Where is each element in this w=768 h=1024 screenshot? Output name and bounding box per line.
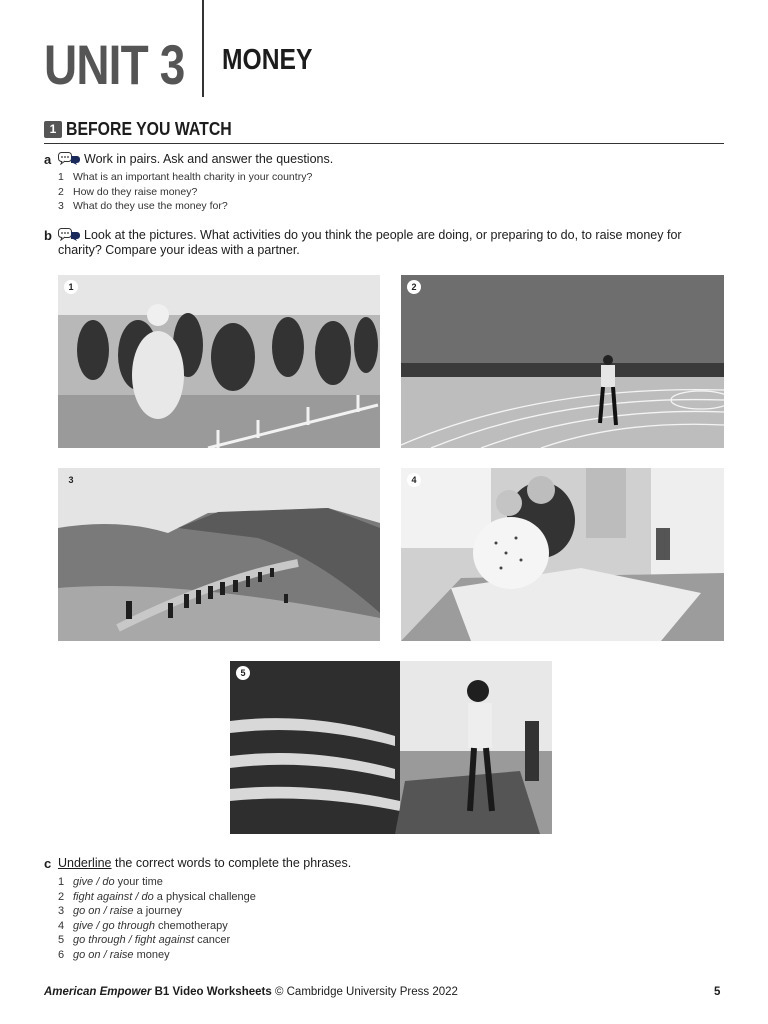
task-b-letter: b: [44, 228, 52, 243]
section-number: 1: [44, 121, 62, 138]
section-title: BEFORE YOU WATCH: [66, 119, 232, 139]
task-b-instruction: Look at the pictures. What activities do you think the people are doing, or preparing to do, to raise money for charity? Compare your ideas with a partner.: [58, 228, 682, 257]
list-item: 5 go through / fight against cancer: [58, 934, 231, 946]
photo-4-map-planning: [401, 468, 724, 641]
photo-5-sorting-clothes: [230, 661, 552, 834]
task-c-letter: c: [44, 856, 52, 871]
page-number: 5: [714, 986, 721, 998]
photo-1-charity-walk: [58, 275, 380, 448]
task-a-instruction: [58, 152, 333, 167]
footer-credit: American Empower B1 Video Worksheets © Cambridge University Press 2022: [44, 986, 458, 998]
list-item: 1 give / do your time: [58, 876, 163, 888]
photo-number: 1: [64, 280, 78, 294]
photo-3-mountain-hike: [58, 468, 380, 641]
photo-number: 5: [236, 666, 250, 680]
pair-work-icon: [58, 228, 80, 241]
list-item: 6 go on / raise money: [58, 948, 170, 961]
list-item: 2 fight against / do a physical challenge: [58, 890, 256, 903]
pair-work-icon: [58, 152, 80, 165]
list-item: 4 give / go through chemotherapy: [58, 919, 228, 932]
unit-subtitle: MONEY: [222, 44, 313, 76]
task-a-text: Work in pairs. Ask and answer the questions.: [84, 152, 334, 166]
list-item: 1 What is an important health charity in your country?: [58, 171, 313, 183]
unit-title: UNIT 3: [44, 33, 185, 96]
header-divider: [202, 0, 204, 97]
task-a-questions: [58, 170, 312, 214]
task-c-instruction: Underline the correct words to complete the phrases.: [58, 856, 352, 870]
photo-number: 2: [407, 280, 421, 294]
photo-number: 3: [68, 475, 74, 485]
task-a-letter: a: [44, 152, 52, 167]
list-item: 3 go on / raise a journey: [58, 905, 182, 917]
list-item: 2 How do they raise money?: [58, 185, 198, 198]
photo-2-running-track: [401, 275, 724, 448]
task-c-phrases: [58, 875, 256, 962]
list-item: 3 What do they use the money for?: [58, 200, 228, 212]
section-heading: [44, 118, 724, 144]
photo-number: 4: [407, 473, 421, 487]
